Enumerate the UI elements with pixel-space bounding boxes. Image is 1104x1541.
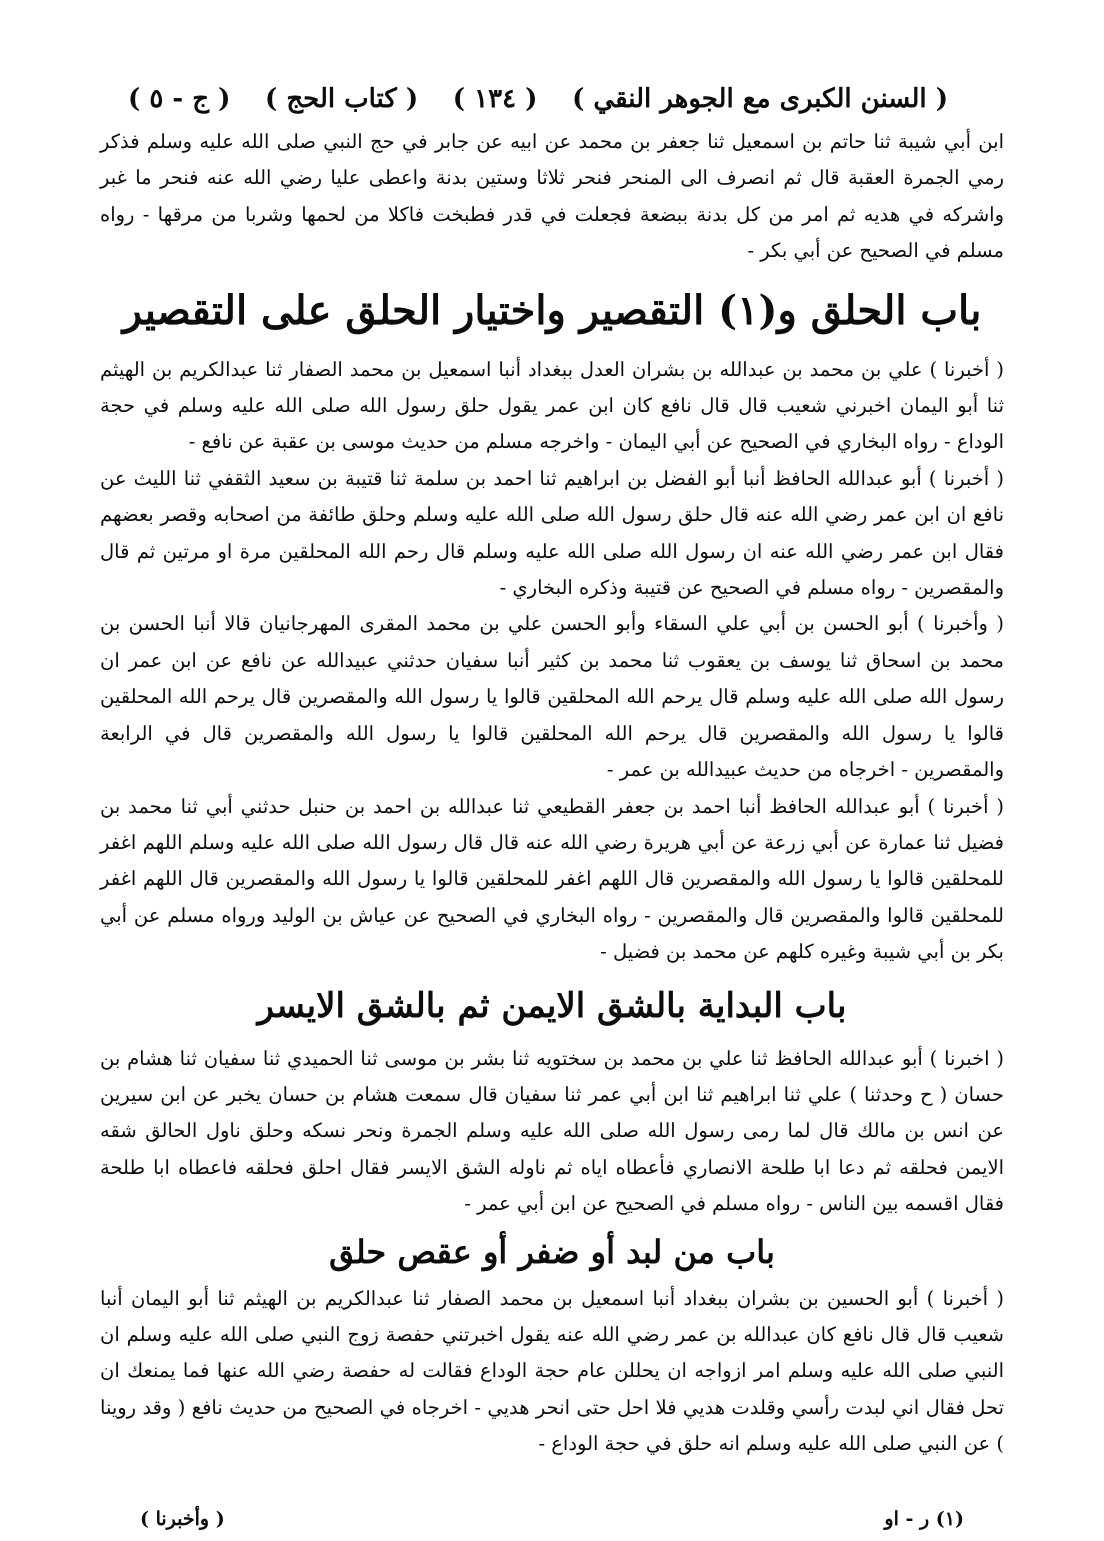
- footnote: (١) ر - او: [884, 1508, 964, 1530]
- book-title: ( السنن الكبرى مع الجوهر النقي ): [572, 84, 948, 114]
- section-heading-right-side: باب البداية بالشق الايمن ثم بالشق الايسر: [257, 985, 847, 1026]
- hadith-paragraph: ( اخبرنا ) أبو عبدالله الحافظ ثنا علي بن محمد بن سختويه ثنا بشر بن موسى ثنا الحميدي ثنا سفيان ثنا هشام بن حسان ( ح وحدثنا ) علي ثنا ابراهيم ثنا ابن أبي عمر ثنا سفيان قال سمعت هشام بن حسان يخبر عن ابن سيرين عن انس بن مالك قال لما رمى رسول الله صلى الله عليه وسلم الجمرة ونحر نسكه وحلق ناول الحالق شقه الايمن فحلقه ثم دعا ابا طلحة الانصاري فأعطاه اياه ثم ناوله الشق الايسر فقال احلق فحلقه فاعطاه ابا طلحة فقال اقسمه بين الناس - رواه مسلم في الصحيح عن ابن أبي عمر -: [100, 1046, 1004, 1216]
- catchword: ( وأخبرنا ): [140, 1508, 225, 1530]
- section-heading-matted-hair: باب من لبد أو ضفر أو عقص حلق: [329, 1232, 775, 1271]
- hadith-paragraph: ( وأخبرنا ) أبو الحسن بن أبي علي السقاء وأبو الحسن علي بن محمد المقرى المهرجانيان قالا أنبا الحسن بن محمد بن اسحاق ثنا يوسف بن يعقوب ثنا محمد بن كثير أنبا سفيان حدثني عبيدالله عن نافع عن ابن عمر ان رسول الله صلى الله عليه وسلم قال يرحم الله المحلقين قالوا يا رسول الله والمقصرين قال يرحم الله المحلقين قالوا يا رسول الله والمقصرين قال يرحم الله المحلقين قالوا يا رسول الله والمقصرين قال في الرابعة والمقصرين - اخرجاه من حديث عبيدالله بن عمر -: [100, 612, 1004, 782]
- hadith-paragraph: ( أخبرنا ) أبو عبدالله الحافظ أنبا أبو الفضل بن ابراهيم ثنا احمد بن سلمة ثنا قتيبة بن سعيد الثقفي ثنا الليث عن نافع ان ابن عمر رضي الله عنه قال حلق رسول الله صلى الله عليه وسلم وحلق طائفة من اصحابه وقصر بعضهم فقال ابن عمر رضي الله عنه ان رسول الله صلى الله عليه وسلم قال رحم الله المحلقين مرة او مرتين ثم قال والمقصرين - رواه مسلم في الصحيح عن قتيبة وذكره البخاري -: [100, 466, 1004, 600]
- section-heading-shaving: باب الحلق و(١) التقصير واختيار الحلق على التقصير: [122, 286, 982, 334]
- volume-number: ( ج - ٥ ): [128, 84, 231, 114]
- intro-paragraph: ابن أبي شيبة ثنا حاتم بن اسمعيل ثنا جعفر بن محمد عن ابيه عن جابر في حج النبي صلى الله عليه وسلم فذكر رمي الجمرة العقبة قال ثم انصرف الى المنحر فنحر ثلاثا وستين بدنة واعطى عليا رضي الله عنه فنحر ما غبر واشركه في هديه ثم امر من كل بدنة ببضعة فجعلت في قدر فطبخت فاكلا من لحمها وشربا من مرقها - رواه مسلم في الصحيح عن أبي بكر -: [100, 130, 1004, 263]
- hadith-paragraph: ( أخبرنا ) علي بن محمد بن عبدالله بن بشران العدل ببغداد أنبا اسمعيل بن محمد الصفار ثنا عبدالكريم بن الهيثم ثنا أبو اليمان اخبرني شعيب قال قال نافع كان ابن عمر يقول حلق رسول الله صلى الله عليه وسلم في حجة الوداع - رواه البخاري في الصحيح عن أبي اليمان - واخرجه مسلم من حديث موسى بن عقبة عن نافع -: [100, 357, 1004, 454]
- page-footer: [140, 1502, 964, 1536]
- hadith-paragraph: ( أخبرنا ) أبو عبدالله الحافظ أنبا احمد بن جعفر القطيعي ثنا عبدالله بن احمد بن حنبل حدثني أبي ثنا محمد بن فضيل ثنا عمارة عن أبي زرعة عن أبي هريرة رضي الله عنه قال قال رسول الله صلى الله عليه وسلم اللهم اغفر للمحلقين قالوا يا رسول الله والمقصرين قال اللهم اغفر للمحلقين قالوا يا رسول الله والمقصرين قال اللهم اغفر للمحلقين قالوا والمقصرين قال والمقصرين - رواه البخاري في الصحيح عن عياش بن الوليد ورواه مسلم عن أبي بكر بن أبي شيبة وغيره كلهم عن محمد بن فضيل -: [100, 794, 1004, 964]
- running-header: [128, 74, 948, 124]
- hadith-paragraph: ( أخبرنا ) أبو الحسين بن بشران ببغداد أنبا اسمعيل بن محمد الصفار ثنا عبدالكريم بن الهيثم ثنا أبو اليمان أنبا شعيب قال قال نافع كان عبدالله بن عمر رضي الله عنه يقول اخبرتني حفصة زوج النبي صلى الله عليه وسلم ان النبي صلى الله عليه وسلم امر ازواجه ان يحللن عام حجة الوداع فقالت له حفصة رضي الله عنها فما يمنعك ان تحل فقال اني لبدت رأسي وقلدت هديي فلا احل حتى انحر هديي - اخرجاه في الصحيح من حديث نافع ( وقد روينا ) عن النبي صلى الله عليه وسلم انه حلق في حجة الوداع -: [100, 1286, 1004, 1456]
- chapter-title: ( كتاب الحج ): [265, 84, 419, 114]
- page-body: [100, 124, 1004, 1463]
- page-number: ( ١٣٤ ): [452, 84, 538, 114]
